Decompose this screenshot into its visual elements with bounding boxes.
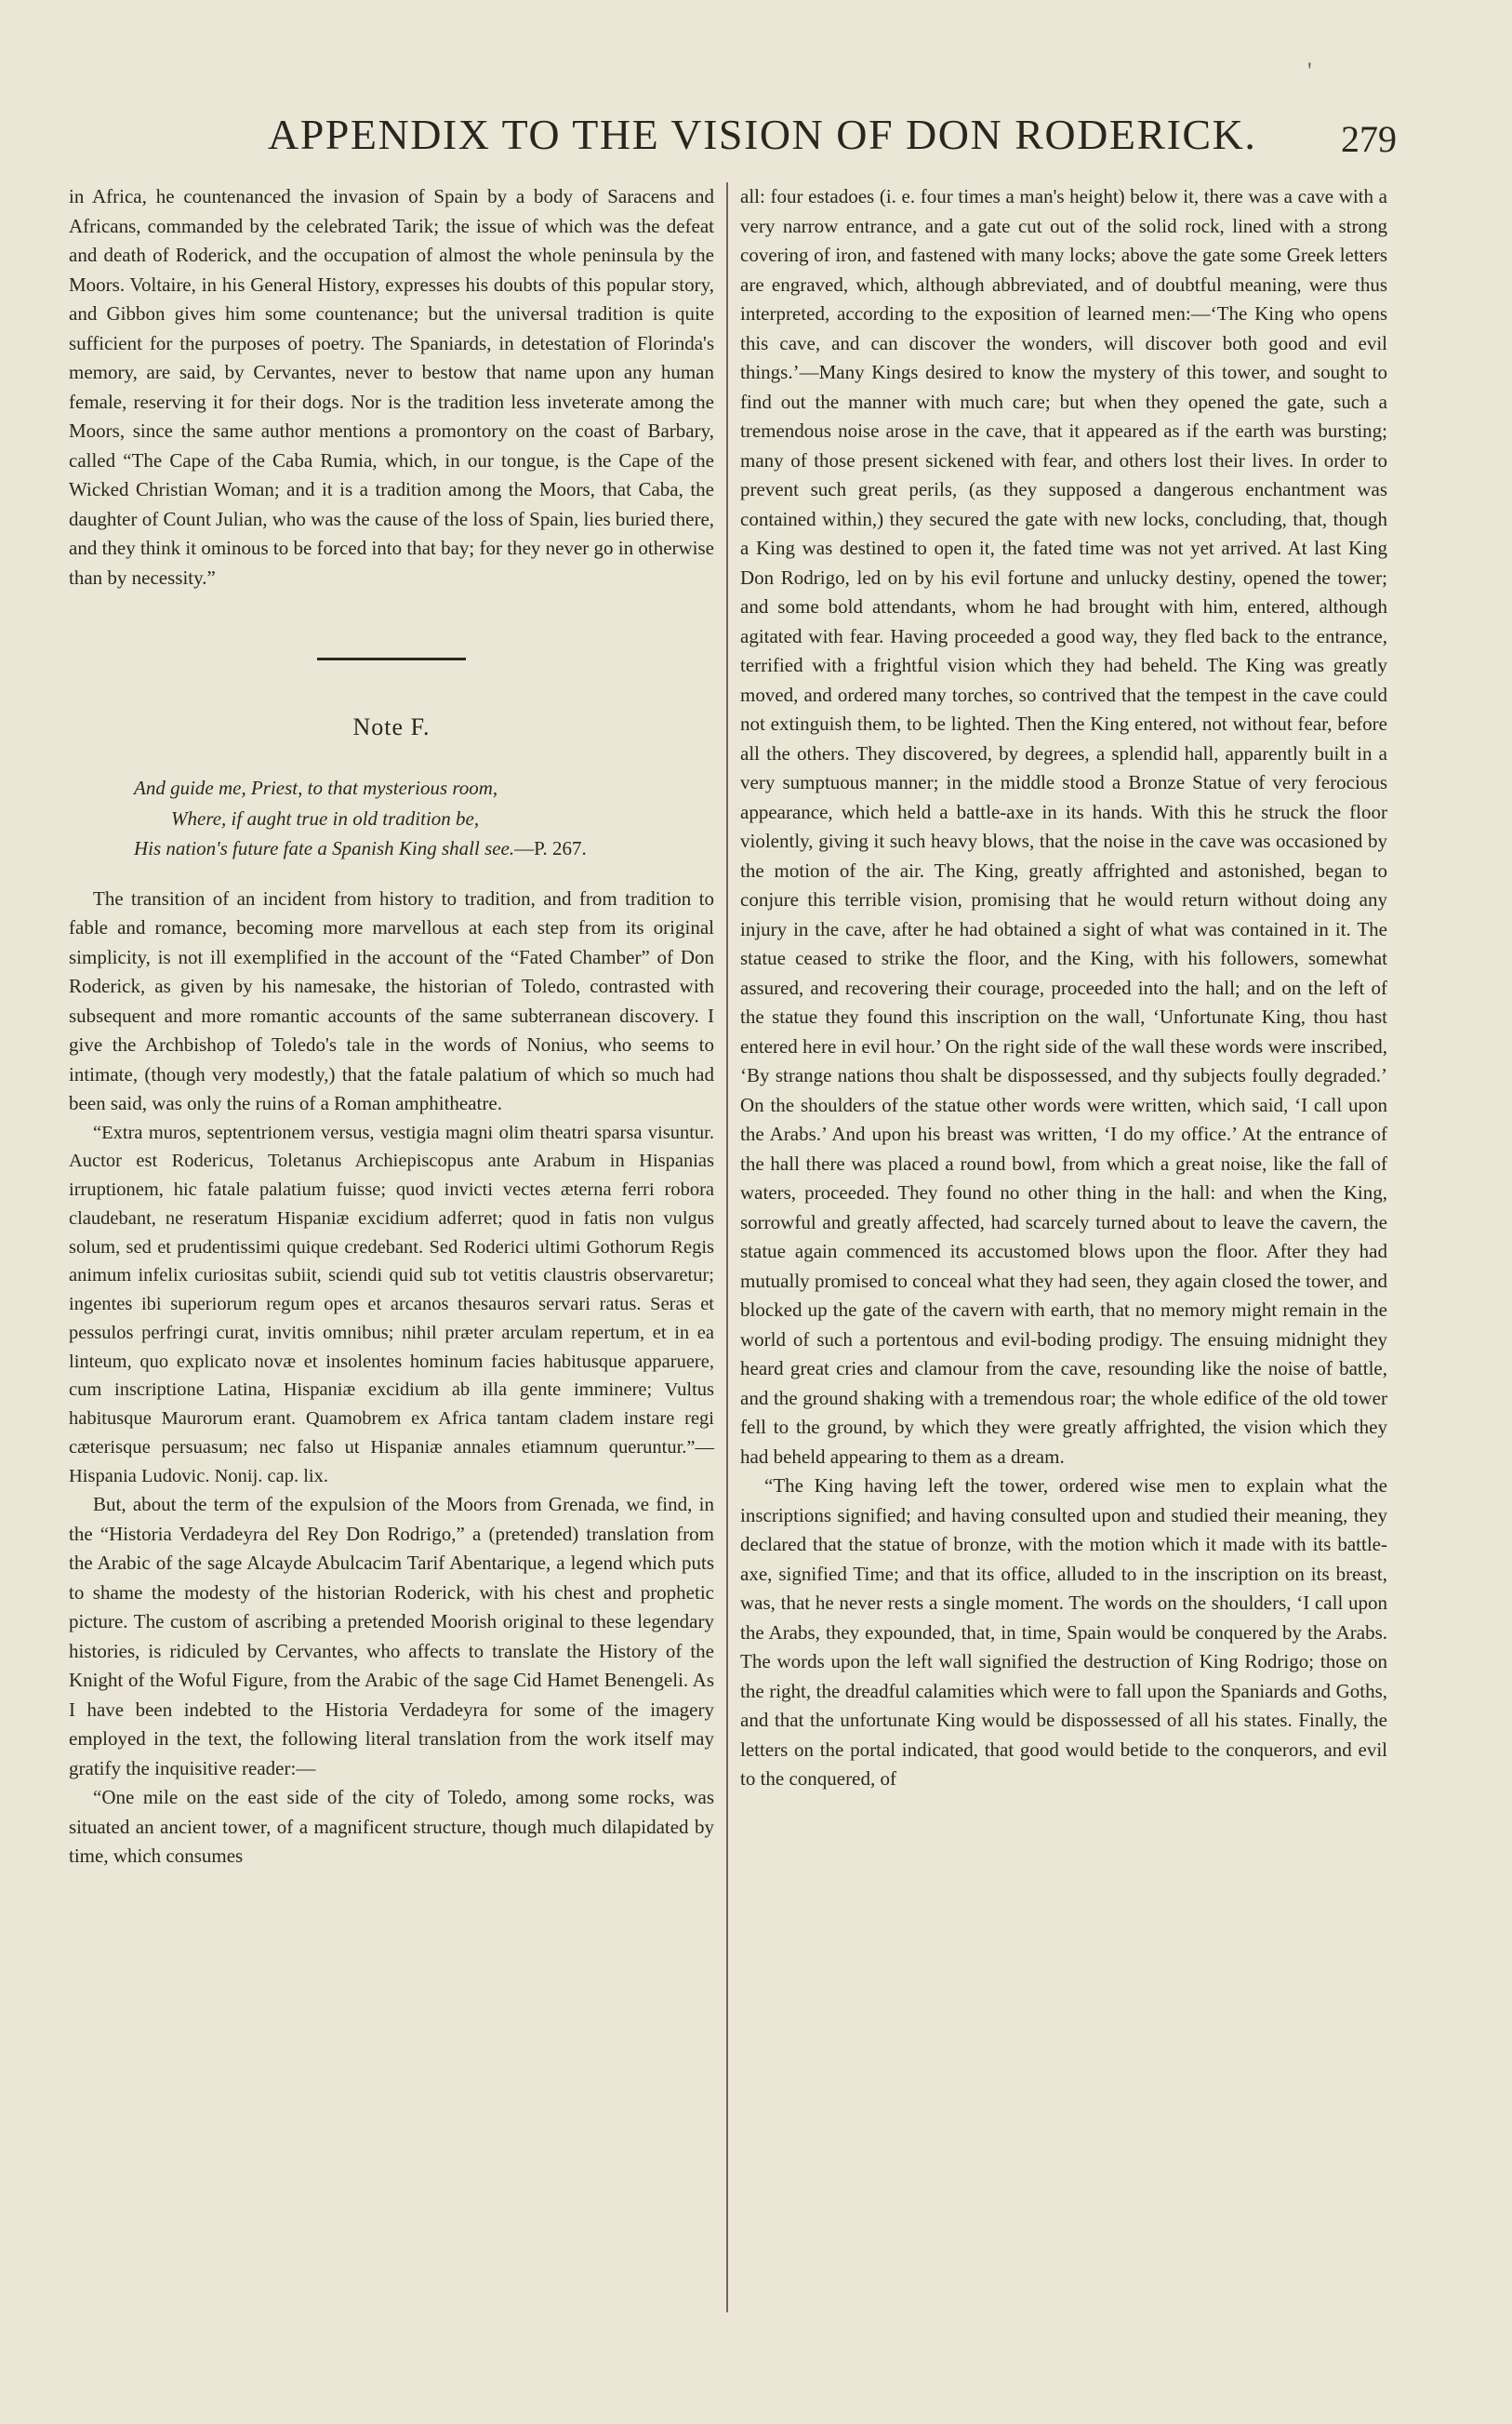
column-divider [726,182,728,2312]
left-column [69,182,714,1871]
running-head [0,110,1512,166]
section-divider [317,658,466,660]
running-title: APPENDIX TO THE VISION OF DON RODERICK. [268,111,1257,158]
epigraph-line: Where, if aught true in old tradition be, [171,806,480,830]
paragraph: “One mile on the east side of the city of Toledo, among some rocks, was situated an ancient tower, of a magnificent structure, though much dilapidated by time, which consumes [69,1786,714,1868]
note-heading: Note F. [352,713,431,740]
right-column [740,182,1387,1794]
latin-quotation: “Extra muros, septentrionem versus, vestigia magni olim theatri sparsa visuntur. Auctor est Rodericus, Toletanus Archiepiscopus ante Arabum in Hispanias irruptionem, hic fatale palatium fuisse; quod invicti vectes æterna ferri robora claudebant, ne reseratum Hispaniæ excidium adferret; quod in fatis non vulgus solum, sed et prudentissimi quique credebant. Sed Roderici ultimi Gothorum Regis animum infelix curiositas subiit, sciendi quid sub tot vetitis claustris observaretur; ingentes ibi superiorum regum opes et arcanos thesauros servari ratus. Seras et pessulos perfringi curat, invitis omnibus; nihil præter arculam repertum, et in ea linteum, quo explicato novæ et insolentes hominum facies habitusque apparuere, cum inscriptione Latina, Hispaniæ excidium ab illa gente imminere; Vultus habitusque Maurorum erant. Quamobrem ex Africa tantam cladem instare regi cæterisque persuasum; nec falso ut Hispaniæ annales etiamnum queruntur.”—Hispania Ludovic. Nonij. cap. lix. [69,1122,714,1486]
epigraph-line: And guide me, Priest, to that mysterious room, [134,777,498,799]
epigraph-line-with-ref [69,833,714,864]
epigraph [69,773,714,864]
paragraph: all: four estadoes (i. e. four times a man's height) below it, there was a cave with a very narrow entrance, and a gate cut out of the solid rock, lined with a strong covering of iron, and fastened with many locks; above the gate some Greek letters are engraved, which, although abbreviated, and of doubtful meaning, were thus interpreted, according to the exposition of learned men:—‘The King who opens this cave, and can discover the wonders, will discover both good and evil things.’—Many Kings desired to know the mystery of this tower, and sought to find out the manner with much care; but when they opened the gate, such a tremendous noise arose in the cave, that it appeared as if the earth was bursting; many of those present sickened with fear, and others lost their lives. In order to prevent such great perils, (as they supposed a dangerous enchantment was contained within,) they secured the gate with new locks, concluding, that, though a King was destined to open it, the fated time was not yet arrived. At last King Don Rodrigo, led on by his evil fortune and unlucky destiny, opened the tower; and some bold attendants, whom he had brought with him, entered, although agitated with fear. Having proceeded a good way, they fled back to the entrance, terrified with a frightful vision which they had beheld. The King was greatly moved, and ordered many torches, so contrived that the tempest in the cave could not extinguish them, to be lighted. Then the King entered, not without fear, before all the others. They discovered, by degrees, a splendid hall, apparently built in a very sumptuous manner; in the middle stood a Bronze Statue of very ferocious appearance, which held a battle-axe in its hands. With this he struck the floor violently, giving it such heavy blows, that the noise in the cave was occasioned by the motion of the air. The King, greatly affrighted and astonished, began to conjure this terrible vision, promising that he would return without doing any injury in the cave, after he had obtained a sight of what was contained in it. The statue ceased to strike the floor, and the King, with his followers, somewhat assured, and recovering their courage, proceeded into the hall; and on the left of the statue they found this inscription on the wall, ‘Unfortunate King, thou hast entered here in evil hour.’ On the right side of the wall these words were inscribed, ‘By strange nations thou shalt be dispossessed, and thy subjects foully degraded.’ On the shoulders of the statue other words were written, which said, ‘I call upon the Arabs.’ And upon his breast was written, ‘I do my office.’ At the entrance of the hall there was placed a round bowl, from which a great noise, like the fall of waters, proceeded. They found no other thing in the hall: and when the King, sorrowful and greatly affected, had scarcely turned about to leave the cavern, the statue again commenced its accustomed blows upon the floor. After they had mutually promised to conceal what they had seen, they again closed the tower, and blocked up the gate of the cavern with earth, that no memory might remain in the world of such a portentous and evil-boding prodigy. The ensuing midnight they heard great cries and clamour from the cave, resounding like the noise of battle, and the ground shaking with a tremendous roar; the whole edifice of the old tower fell to the ground, by which they were greatly affrighted, the vision which they had beheld appearing to them as a dream. [740,185,1387,1468]
paragraph: The transition of an incident from history to tradition, and from tradition to fable and romance, becoming more marvellous at each step from its original simplicity, is not ill exemplified in the account of the “Fated Chamber” of Don Roderick, as given by his namesake, the historian of Toledo, contrasted with subsequent and more romantic accounts of the same subterranean discovery. I give the Archbishop of Toledo's tale in the words of Nonius, who seems to intimate, (though very modestly,) that the fatale palatium of which so much had been said, was only the ruins of a Roman amphitheatre. [69,886,714,1115]
page-number: 279 [1341,118,1397,160]
epigraph-line: His nation's future fate a Spanish King shall see. [134,837,515,860]
paragraph: in Africa, he countenanced the invasion of Spain by a body of Saracens and Africans, commanded by the celebrated Tarik; the issue of which was the defeat and death of Roderick, and the occupation of almost the whole peninsula by the Moors. Voltaire, in his General History, expresses his doubts of this popular story, and Gibbon gives him some countenance; but the universal tradition is quite sufficient for the purposes of poetry. The Spaniards, in detestation of Florinda's memory, are said, by Cervantes, never to bestow that name upon any human female, reserving it for their dogs. Nor is the tradition less inveterate among the Moors, since the same author mentions a promontory on the coast of Barbary, called “The Cape of the Caba Rumia, which, in our tongue, is the Cape of the Wicked Christian Woman; and it is a tradition among the Moors, that Caba, the daughter of Count Julian, who was the cause of the loss of Spain, lies buried there, and they think it ominous to be forced into that bay; for they never go in otherwise than by necessity.” [69,185,715,589]
corner-mark: ' [1307,58,1312,85]
epigraph-reference: —P. 267. [514,837,587,860]
paragraph: But, about the term of the expulsion of the Moors from Grenada, we find, in the “Historia Verdadeyra del Rey Don Rodrigo,” a (pretended) translation from the Arabic of the sage Alcayde Abulcacim Tarif Abentarique, a legend which puts to shame the modesty of the historian Roderick, with his chest and prophetic picture. The custom of ascribing a pretended Moorish original to these legendary histories, is ridiculed by Cervantes, who affects to translate the History of the Knight of the Woful Figure, from the Arabic of the sage Cid Hamet Benengeli. As I have been indebted to the Historia Verdadeyra for some of the imagery employed in the text, the following literal translation from the work itself may gratify the inquisitive reader:— [69,1493,714,1779]
paragraph: “The King having left the tower, ordered wise men to explain what the inscriptions signified; and having consulted upon and studied their meaning, they declared that the statue of bronze, with the motion which it made with its battle-axe, signified Time; and that its office, alluded to in the inscription on its breast, was, that he never rests a single moment. The words on the shoulders, ‘I call upon the Arabs, they expounded, that, in time, Spain would be conquered by the Arabs. The words upon the left wall signified the destruction of King Rodrigo; those on the right, the dreadful calamities which were to fall upon the Spaniards and Goths, and that the unfortunate King would be dispossessed of all his states. Finally, the letters on the portal indicated, that good would betide to the conquerors, and evil to the conquered, of [740,1474,1387,1790]
